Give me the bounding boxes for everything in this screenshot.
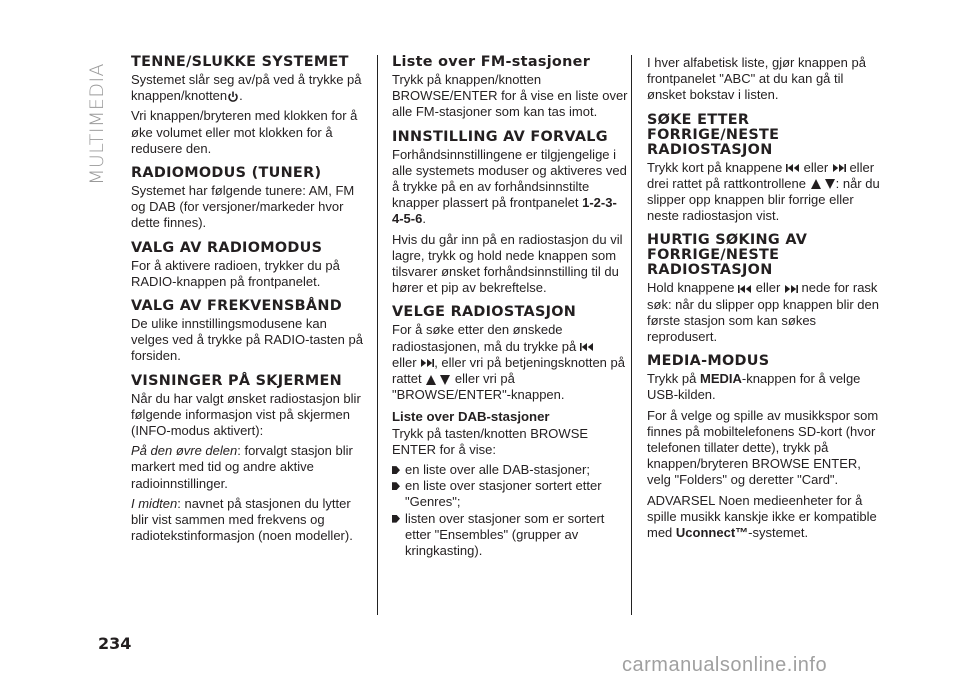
paragraph-tuning-1: Forhåndsinnstillingene er tilgjengelige i alle systemets moduser og aktiveres ved å trykke på en av forhåndsinnstilte knapper plassert på frontpanelet 1-2-3-4-5-6. [392, 146, 627, 227]
paragraph-warning: ADVARSEL Noen medieenheter for å spille musikk kanskje ikke er kompatible med Uconnect™-systemet. [647, 492, 877, 541]
paragraph-media-mode: Trykk på MEDIA-knappen for å velge USB-kilden. [647, 371, 861, 403]
paragraph-display-top: På den øvre delen: forvalgt stasjon blir markert med tid og andre aktive radioinnstillinger. [131, 443, 353, 491]
heading-tuning: INNSTILLING AV FORVALG [392, 128, 608, 145]
list-item: en liste over stasjoner sortert etter "Genres"; [392, 478, 628, 510]
paragraph-dab-list: Trykk på tasten/knotten BROWSE ENTER for å vise: [392, 425, 589, 457]
paragraph-display: Når du har valgt ønsket radiostasjon blir følgende informasjon vist på skjermen (INFO-modus aktivert): [131, 390, 361, 439]
up-down-arrows-icon [425, 374, 451, 386]
heading-search-station: SØKE ETTER FORRIGE/NESTE RADIOSTASJON [647, 111, 780, 158]
power-icon [227, 91, 239, 103]
paragraph-media-sd: For å velge og spille av musikkspor som finnes på mobiltelefonens SD-kort (hvor telefonen tillater dette), trykk på knappen/bryteren BROWSE ENTER, velg "Folders" og deretter "Card". [647, 407, 879, 488]
heading-choose-station: VELGE RADIOSTASJON [392, 304, 577, 321]
heading-select-mode: VALG AV RADIOMODUS [131, 239, 323, 256]
section-label-text: MULTIMEDIA [86, 62, 108, 186]
watermark: carmanualsonline.info [622, 654, 828, 676]
paragraph-power-1: Systemet slår seg av/på ved å trykke på knappen/knotten . [131, 72, 362, 104]
column-divider [377, 55, 378, 615]
next-track-icon [420, 358, 434, 368]
paragraph-radio-mode: Systemet har følgende tunere: AM, FM og DAB (for versjoner/markeder hvor dette finnes). [131, 183, 355, 231]
heading-power: TENNE/SLUKKE SYSTEMET [131, 54, 349, 70]
previous-track-icon [738, 284, 752, 294]
previous-track-icon [786, 163, 800, 173]
paragraph-search-station: Trykk kort på knappene eller eller drei rattet på rattkontrollene : når du slipper opp knappen blir forrige eller neste radiostasjon vist. [647, 159, 880, 224]
heading-band: VALG AV FREKVENSBÅND [131, 298, 342, 315]
next-track-icon [832, 163, 846, 173]
column-2 [392, 55, 628, 559]
paragraph-select-mode: For å aktivere radioen, trykker du på RADIO-knappen på frontpanelet. [131, 257, 340, 289]
paragraph-band: De ulike innstillingsmodusene kan velges ved å trykke på RADIO-tasten på forsiden. [131, 316, 363, 364]
column-divider [631, 55, 632, 615]
dab-list [392, 462, 628, 559]
previous-track-icon [580, 342, 594, 352]
heading-media-mode: MEDIA-MODUS [647, 353, 770, 370]
heading-fast-search: HURTIG SØKING AV FORRIGE/NESTE RADIOSTASJON [647, 232, 808, 279]
paragraph-fm-list: Trykk på knappen/knotten BROWSE/ENTER for å vise en liste over alle FM-stasjoner som kan tas imot. [392, 72, 628, 120]
list-item: listen over stasjoner som er sortert etter "Ensembles" (grupper av kringkasting). [392, 511, 628, 560]
next-track-icon [784, 284, 798, 294]
column-1 [131, 55, 367, 548]
paragraph-fast-search: Hold knappene eller nede for rask søk: når du slipper opp knappen blir den første stasjon som kan søkes reprodusert. [647, 280, 879, 345]
list-item: en liste over alle DAB-stasjoner; [392, 462, 628, 478]
column-3 [647, 55, 883, 545]
paragraph-alphabetic: I hver alfabetisk liste, gjør knappen på frontpanelet "ABC" at du kan gå til ønsket bokstav i listen. [647, 55, 866, 103]
up-down-arrows-icon [810, 178, 836, 190]
heading-dab-list: Liste over DAB-stasjoner [392, 409, 550, 425]
heading-fm-list: Liste over FM-stasjoner [392, 54, 591, 70]
page-number: 234 [98, 634, 132, 653]
paragraph-display-middle: I midten: navnet på stasjonen du lytter blir vist sammen med frekvens og radiotekstinformasjon (noen modeller). [131, 495, 353, 544]
heading-radio-mode: RADIOMODUS (TUNER) [131, 165, 322, 182]
section-side-label [84, 58, 110, 190]
paragraph-tuning-2: Hvis du går inn på en radiostasjon du vil lagre, trykk og hold nede knappen som tilsvarer ønsket forhåndsinnstilling til du hører et pip av bekreftelse. [392, 231, 623, 296]
paragraph-power-2: Vri knappen/bryteren med klokken for å øke volumet eller mot klokken for å redusere den. [131, 108, 358, 156]
paragraph-choose-station: For å søke etter den ønskede radiostasjonen, må du trykke på eller , eller vri på betjeningsknotten på rattet eller vri på "BROWSE/ENTER"-knappen. [392, 322, 625, 403]
heading-display: VISNINGER PÅ SKJERMEN [131, 372, 343, 389]
